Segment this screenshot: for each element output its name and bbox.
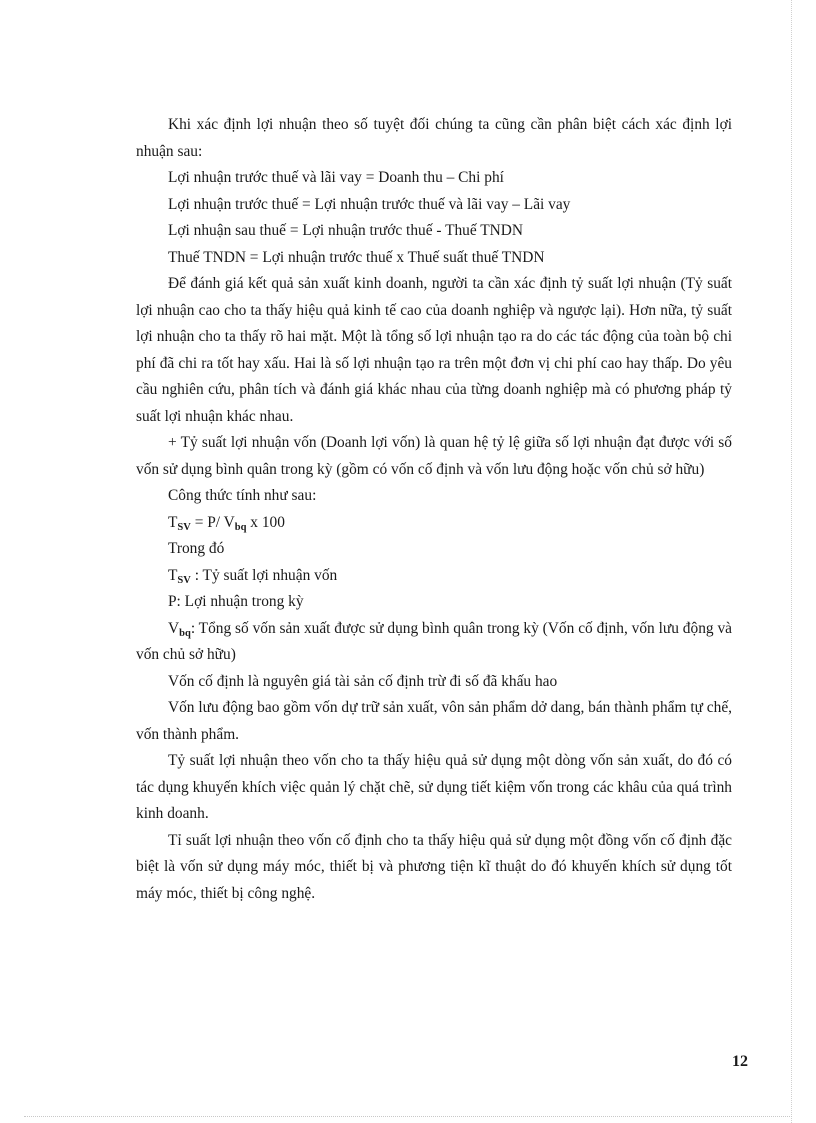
paragraph-intro: Khi xác định lợi nhuận theo số tuyệt đối chúng ta cũng cần phân biệt cách xác định lợi nhuận sau: xyxy=(136,116,732,160)
definition-vbq-v: V xyxy=(168,619,180,637)
definition-p: P: Lợi nhuận trong kỳ xyxy=(168,593,304,610)
definition-tsv-subscript: SV xyxy=(177,574,191,586)
formula-v-subscript: bq xyxy=(234,521,247,533)
formula-middle: = P/ V xyxy=(190,513,235,531)
formula-line-1: Lợi nhuận trước thuế và lãi vay = Doanh thu – Chi phí xyxy=(168,169,504,186)
paragraph-capital-return: + Tỷ suất lợi nhuận vốn (Doanh lợi vốn) là quan hệ tỷ lệ giữa số lợi nhuận đạt được với số vốn sử dụng bình quân trong kỳ (gồm có vốn cố định và vốn lưu động hoặc vốn chủ sở hữu) xyxy=(136,434,732,478)
definition-tsv-t: T xyxy=(168,566,178,584)
paragraph-evaluation: Để đánh giá kết quả sản xuất kinh doanh, người ta cần xác định tỷ suất lợi nhuận (Tỷ suất lợi nhuận cao cho ta thấy hiệu quả kinh tế cao của doanh nghiệp và ngược lại). Hơn nữa, tỷ suất lợi nhuận cho ta thấy rõ hai mặt. Một là tổng số lợi nhuận tạo ra do các tác động của toàn bộ chi phí đã chi ra tốt hay xấu. Hai là số lợi nhuận tạo ra trên một đơn vị chi phí cao hay thấp. Do yêu cầu nghiên cứu, phân tích và đánh giá khác nhau của từng doanh nghiệp mà có phương pháp tỷ suất lợi nhuận khác nhau. xyxy=(136,275,732,425)
formula-t: T xyxy=(168,513,178,531)
definition-vbq-text: : Tổng số vốn sản xuất được sử dụng bình quân trong kỳ (Vốn cố định, vốn lưu động và vốn chủ sở hữu) xyxy=(136,619,732,663)
paragraph-fixed-capital-efficiency: Tỉ suất lợi nhuận theo vốn cố định cho ta thấy hiệu quả sử dụng một đồng vốn cố định đặc biệt là vốn sử dụng máy móc, thiết bị và phương tiện kĩ thuật do đó khuyến khích sử dụng tốt máy móc, thiết bị công nghệ. xyxy=(136,831,732,902)
formula-intro: Công thức tính như sau: xyxy=(168,487,317,504)
definition-tsv xyxy=(136,563,732,590)
paragraph-fixed-capital: Vốn cố định là nguyên giá tài sản cố định trừ đi số đã khấu hao xyxy=(168,672,558,690)
page-edge-bottom xyxy=(24,1116,792,1117)
formula-tsv xyxy=(136,510,732,537)
formula-t-subscript: SV xyxy=(177,521,191,533)
paragraph-capital-efficiency: Tỷ suất lợi nhuận theo vốn cho ta thấy hiệu quả sử dụng một dòng vốn sản xuất, do đó có tác dụng khuyến khích việc quản lý chặt chẽ, sử dụng tiết kiệm vốn trong các khâu của quá trình kinh doanh. xyxy=(136,752,732,822)
page-number: 12 xyxy=(732,1053,748,1070)
formula-line-3: Lợi nhuận sau thuế = Lợi nhuận trước thuế - Thuế TNDN xyxy=(168,222,524,239)
definition-vbq-subscript: bq xyxy=(179,627,191,639)
definition-vbq xyxy=(136,616,732,669)
formula-line-4: Thuế TNDN = Lợi nhuận trước thuế x Thuế suất thuế TNDN xyxy=(168,248,545,266)
paragraph-working-capital: Vốn lưu động bao gồm vốn dự trữ sản xuất, vôn sản phẩm dở dang, bán thành phẩm tự chế, vốn thành phẩm. xyxy=(136,699,732,743)
where-label: Trong đó xyxy=(168,540,225,557)
definition-tsv-text: : Tỷ suất lợi nhuận vốn xyxy=(190,566,338,584)
page-edge-right xyxy=(791,0,792,1123)
formula-end: x 100 xyxy=(246,513,285,531)
formula-line-2: Lợi nhuận trước thuế = Lợi nhuận trước thuế và lãi vay – Lãi vay xyxy=(168,195,571,213)
body-text xyxy=(136,112,732,907)
